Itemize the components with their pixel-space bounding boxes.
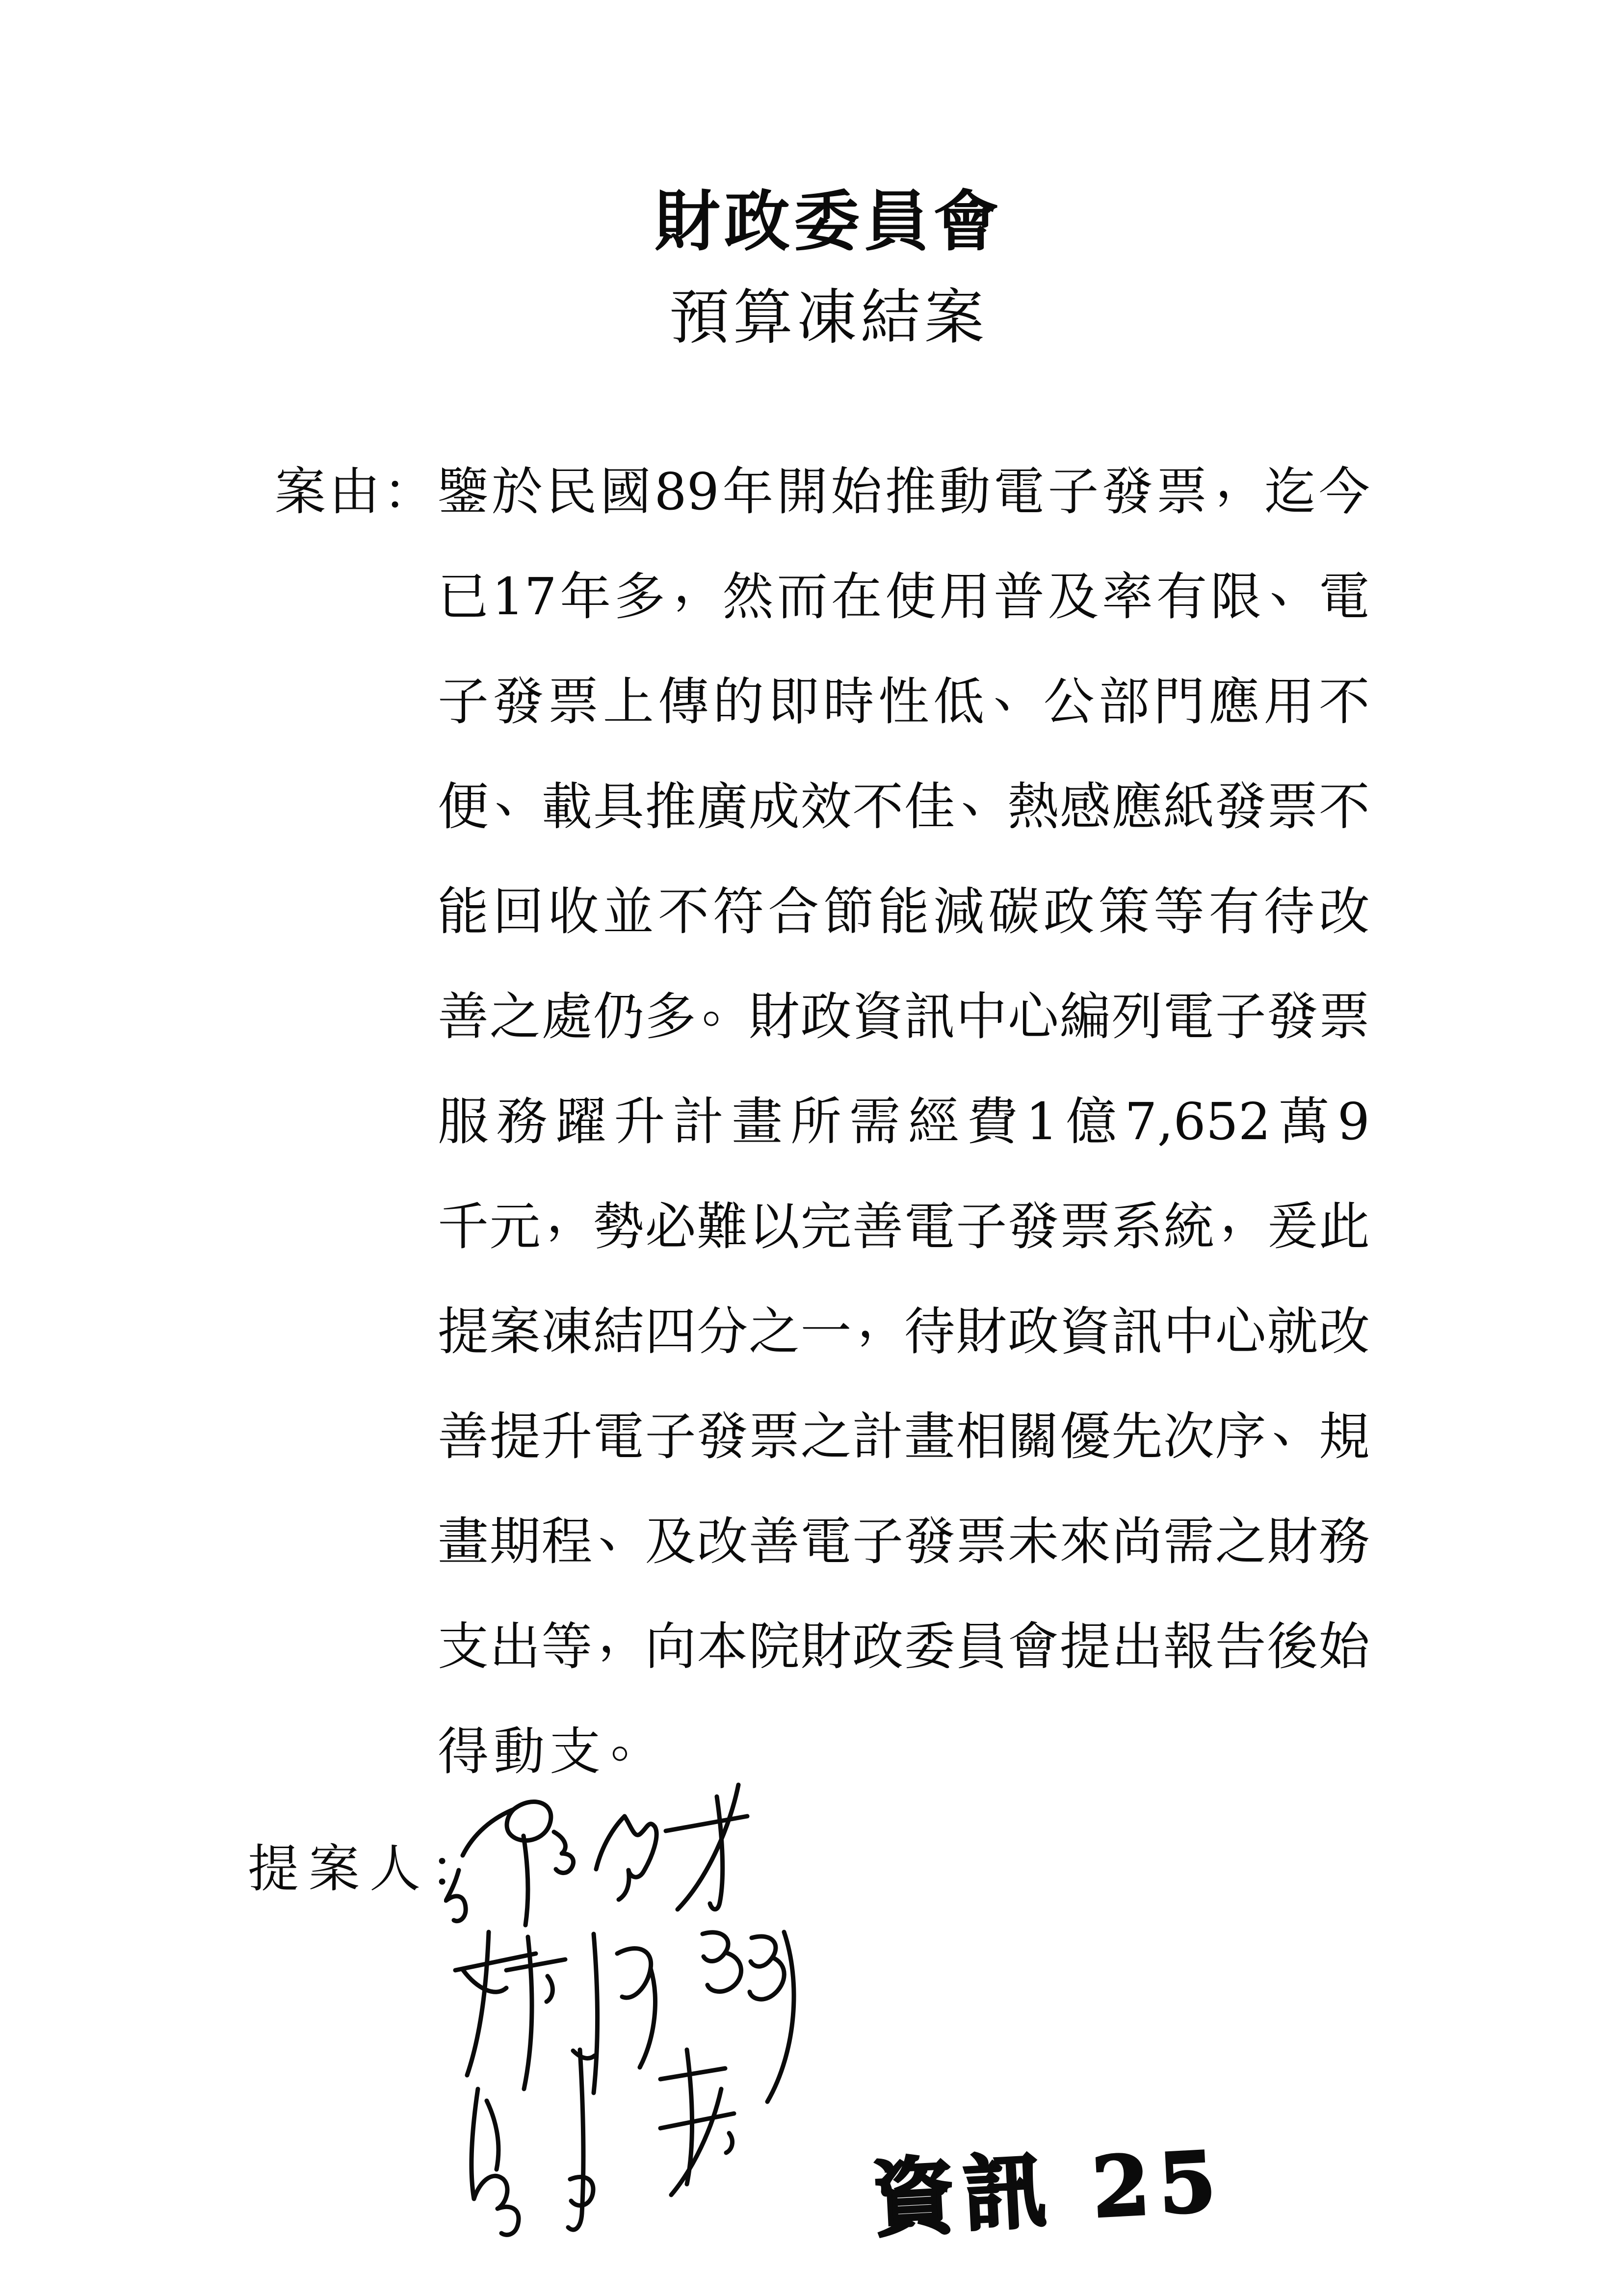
- glyph: 子: [1048, 462, 1099, 522]
- glyph: 門: [1153, 672, 1205, 731]
- glyph: 89: [654, 462, 719, 522]
- glyph: 費: [967, 1092, 1018, 1151]
- glyph: 電: [993, 462, 1045, 522]
- glyph: 不: [1318, 777, 1370, 836]
- glyph: 的: [713, 672, 764, 731]
- glyph: 減: [933, 882, 985, 941]
- glyph: 並: [602, 882, 654, 941]
- glyph: 推: [645, 777, 696, 836]
- glyph: 發: [1101, 462, 1153, 522]
- glyph: 萬: [1278, 1092, 1330, 1151]
- glyph: 統: [1163, 1197, 1214, 1256]
- glyph: 7,652: [1125, 1092, 1271, 1151]
- glyph: 完: [800, 1197, 852, 1256]
- case-line: [438, 1594, 1370, 1699]
- glyph: 編: [1059, 987, 1111, 1046]
- glyph: 結: [593, 1302, 644, 1361]
- glyph: 四: [645, 1302, 696, 1361]
- glyph: 於: [492, 462, 543, 522]
- case-line: [438, 1174, 1370, 1279]
- glyph: 使: [885, 567, 937, 626]
- glyph: 仍: [593, 987, 644, 1046]
- glyph: 委: [904, 1617, 955, 1676]
- glyph: 心: [1008, 987, 1059, 1046]
- glyph: 然: [722, 567, 774, 626]
- glyph: 政: [1008, 1302, 1059, 1361]
- glyph: 後: [1267, 1617, 1318, 1676]
- glyph: 用: [939, 567, 991, 626]
- glyph: ，: [546, 1184, 598, 1244]
- glyph: 善: [438, 987, 489, 1046]
- glyph: 載: [541, 777, 593, 836]
- glyph: 政: [800, 987, 852, 1046]
- glyph: 此: [1318, 1197, 1370, 1256]
- glyph: 尚: [1111, 1512, 1163, 1571]
- glyph: 心: [1215, 1302, 1266, 1361]
- glyph: 善: [852, 1197, 904, 1256]
- glyph: 、: [1272, 1394, 1323, 1454]
- glyph: 子: [438, 672, 489, 731]
- glyph: 院: [748, 1617, 800, 1676]
- glyph: ，: [673, 554, 725, 614]
- glyph: 告: [1215, 1617, 1266, 1676]
- glyph: 策: [1098, 882, 1150, 941]
- glyph: 出: [489, 1617, 541, 1676]
- glyph: 電: [904, 1197, 955, 1256]
- glyph: 發: [904, 1512, 955, 1571]
- glyph: 成: [748, 777, 800, 836]
- glyph: 不: [1318, 672, 1370, 731]
- glyph: 。: [702, 974, 753, 1034]
- glyph: 提: [489, 1407, 541, 1466]
- page-title: 財政委員會: [654, 183, 1003, 260]
- glyph: 公: [1043, 672, 1095, 731]
- glyph: 由: [329, 462, 380, 522]
- glyph: 年: [560, 567, 611, 626]
- glyph: 熱: [1008, 777, 1059, 836]
- glyph: 票: [1156, 462, 1207, 522]
- glyph: 電: [1318, 567, 1370, 626]
- glyph: 支: [550, 1722, 601, 1781]
- glyph: 爰: [1267, 1197, 1318, 1256]
- glyph: 優: [1059, 1407, 1111, 1466]
- glyph: 推: [885, 462, 936, 522]
- glyph: 佳: [904, 777, 955, 836]
- glyph: 票: [1267, 777, 1318, 836]
- glyph: 電: [593, 1407, 644, 1466]
- glyph: 始: [1318, 1617, 1370, 1676]
- glyph: 財: [956, 1302, 1007, 1361]
- glyph: 案: [275, 462, 326, 522]
- glyph: 發: [1215, 777, 1266, 836]
- glyph: 票: [1318, 987, 1370, 1046]
- case-line: [438, 1069, 1370, 1174]
- glyph: 元: [489, 1197, 541, 1256]
- glyph: 能: [878, 882, 929, 941]
- glyph: 需: [849, 1092, 900, 1151]
- case-line: [438, 754, 1370, 859]
- glyph: 、: [1269, 554, 1321, 614]
- glyph: 國: [600, 462, 652, 522]
- glyph: 出: [1111, 1617, 1163, 1676]
- glyph: 子: [645, 1407, 696, 1466]
- glyph: 畫: [904, 1407, 955, 1466]
- glyph: 政: [852, 1617, 904, 1676]
- glyph: 用: [1263, 672, 1315, 731]
- glyph: 提: [1059, 1617, 1111, 1676]
- glyph: 先: [1111, 1407, 1163, 1466]
- glyph: 節: [823, 882, 874, 941]
- glyph: 必: [645, 1197, 696, 1256]
- glyph: 躍: [555, 1092, 606, 1151]
- glyph: 就: [1267, 1302, 1318, 1361]
- glyph: 中: [1163, 1302, 1214, 1361]
- glyph: 動: [939, 462, 991, 522]
- glyph: 資: [852, 987, 904, 1046]
- glyph: 升: [541, 1407, 593, 1466]
- glyph: 發: [1008, 1197, 1059, 1256]
- glyph: 處: [541, 987, 593, 1046]
- glyph: 收: [548, 882, 599, 941]
- glyph: 鑒: [437, 462, 489, 522]
- glyph: 電: [1163, 987, 1214, 1046]
- glyph: 不: [852, 777, 904, 836]
- glyph: 今: [1318, 462, 1370, 522]
- glyph: 效: [800, 777, 852, 836]
- glyph: 1: [1025, 1092, 1058, 1151]
- glyph: 億: [1066, 1092, 1117, 1151]
- glyph: 訊: [1111, 1302, 1163, 1361]
- glyph: 低: [933, 672, 985, 731]
- glyph: 已: [438, 567, 489, 626]
- glyph: 等: [541, 1617, 593, 1676]
- glyph: 系: [1111, 1197, 1163, 1256]
- case-line: [438, 544, 1370, 649]
- glyph: 票: [956, 1512, 1007, 1571]
- glyph: 年: [722, 462, 774, 522]
- glyph: 。: [610, 1709, 662, 1769]
- glyph: 開: [776, 462, 828, 522]
- glyph: 凍: [541, 1302, 593, 1361]
- glyph: 9: [1337, 1092, 1370, 1151]
- glyph: 待: [1263, 882, 1315, 941]
- glyph: 期: [489, 1512, 541, 1571]
- glyph: 符: [713, 882, 764, 941]
- glyph: 應: [1111, 777, 1163, 836]
- glyph: 向: [645, 1617, 696, 1676]
- glyph: 提: [438, 1302, 489, 1361]
- glyph: 以: [748, 1197, 800, 1256]
- glyph: 應: [1208, 672, 1260, 731]
- document-header: [0, 0, 1624, 352]
- glyph: 、: [598, 1499, 650, 1559]
- glyph: 子: [852, 1512, 904, 1571]
- glyph: 子: [956, 1197, 1007, 1256]
- glyph: 有: [1156, 567, 1207, 626]
- case-paragraph: [275, 439, 1370, 1804]
- glyph: 得: [438, 1722, 489, 1781]
- glyph: 善: [438, 1407, 489, 1466]
- glyph: 員: [956, 1617, 1007, 1676]
- glyph: 紙: [1163, 777, 1214, 836]
- case-line: [438, 1384, 1370, 1489]
- glyph: 改: [1318, 882, 1370, 941]
- glyph: 未: [1008, 1512, 1059, 1571]
- glyph: 17: [492, 567, 557, 626]
- glyph: ，: [598, 1604, 650, 1664]
- glyph: ，: [1220, 1184, 1272, 1244]
- glyph: 改: [1318, 1302, 1370, 1361]
- glyph: 服: [438, 1092, 489, 1151]
- glyph: 普: [994, 567, 1045, 626]
- glyph: 即: [768, 672, 819, 731]
- glyph: 性: [878, 672, 929, 731]
- glyph: 財: [748, 987, 800, 1046]
- case-line: [438, 1279, 1370, 1384]
- glyph: 發: [1267, 987, 1318, 1046]
- glyph: 合: [768, 882, 819, 941]
- glyph: 善: [748, 1512, 800, 1571]
- glyph: 及: [1048, 567, 1099, 626]
- glyph: 發: [697, 1407, 748, 1466]
- glyph: 升: [614, 1092, 665, 1151]
- glyph: 資: [1059, 1302, 1111, 1361]
- glyph: 中: [956, 987, 1007, 1046]
- glyph: 支: [438, 1617, 489, 1676]
- glyph: 、: [495, 764, 546, 824]
- proposer-label: 提案人：: [248, 1839, 492, 1899]
- glyph: 經: [908, 1092, 959, 1151]
- glyph: 相: [956, 1407, 1007, 1466]
- glyph: 之: [748, 1302, 800, 1361]
- glyph: 計: [852, 1407, 904, 1466]
- glyph: 時: [823, 672, 874, 731]
- glyph: 序: [1215, 1407, 1266, 1466]
- glyph: 關: [1008, 1407, 1059, 1466]
- glyph: 及: [645, 1512, 696, 1571]
- glyph: 列: [1111, 987, 1163, 1046]
- glyph: 規: [1318, 1407, 1370, 1466]
- glyph: 次: [1163, 1407, 1214, 1466]
- glyph: 多: [614, 567, 665, 626]
- glyph: 始: [831, 462, 882, 522]
- glyph: 廣: [697, 777, 748, 836]
- glyph: 一: [800, 1302, 852, 1361]
- glyph: 案: [489, 1302, 541, 1361]
- glyph: 需: [1163, 1512, 1214, 1571]
- glyph: 發: [493, 672, 544, 731]
- glyph: 政: [1043, 882, 1095, 941]
- glyph: 、: [993, 659, 1045, 719]
- glyph: 有: [1208, 882, 1260, 941]
- glyph: 限: [1210, 567, 1261, 626]
- glyph: ，: [1215, 449, 1267, 509]
- glyph: 勢: [593, 1197, 644, 1256]
- glyph: 子: [1215, 987, 1266, 1046]
- glyph: 能: [438, 882, 489, 941]
- glyph: 財: [800, 1617, 852, 1676]
- glyph: 分: [697, 1302, 748, 1361]
- glyph: 程: [541, 1512, 593, 1571]
- page-subtitle: 預算凍結案: [669, 283, 988, 352]
- glyph: 等: [1153, 882, 1205, 941]
- glyph: 票: [1059, 1197, 1111, 1256]
- handwritten-note: 資訊 25: [870, 2132, 1227, 2248]
- glyph: 而: [777, 567, 828, 626]
- glyph: 迄: [1264, 462, 1316, 522]
- glyph: 動: [494, 1722, 545, 1781]
- glyph: 感: [1059, 777, 1111, 836]
- glyph: 回: [493, 882, 544, 941]
- glyph: 本: [697, 1617, 748, 1676]
- glyph: 率: [1101, 567, 1153, 626]
- glyph: 務: [1318, 1512, 1370, 1571]
- glyph: 多: [645, 987, 696, 1046]
- glyph: 報: [1163, 1617, 1214, 1676]
- glyph: 票: [748, 1407, 800, 1466]
- glyph: 務: [496, 1092, 548, 1151]
- case-line: [275, 439, 1370, 544]
- glyph: 傳: [657, 672, 709, 731]
- case-line: [438, 1489, 1370, 1594]
- glyph: 畫: [438, 1512, 489, 1571]
- glyph: 難: [697, 1197, 748, 1256]
- glyph: 訊: [904, 987, 955, 1046]
- glyph: 民: [546, 462, 597, 522]
- glyph: 來: [1059, 1512, 1111, 1571]
- glyph: 之: [800, 1407, 852, 1466]
- glyph: 、: [961, 764, 1012, 824]
- glyph: 之: [1215, 1512, 1266, 1571]
- case-line: [438, 964, 1370, 1069]
- glyph: 票: [548, 672, 599, 731]
- glyph: 上: [602, 672, 654, 731]
- glyph: 計: [673, 1092, 724, 1151]
- glyph: 待: [904, 1302, 955, 1361]
- glyph: 改: [697, 1512, 748, 1571]
- glyph: 之: [489, 987, 541, 1046]
- signature-1: [444, 1781, 758, 1928]
- glyph: 部: [1098, 672, 1150, 731]
- glyph: 在: [831, 567, 882, 626]
- glyph: ：: [383, 462, 435, 522]
- glyph: 不: [657, 882, 709, 941]
- glyph: 財: [1267, 1512, 1318, 1571]
- glyph: 碳: [988, 882, 1040, 941]
- glyph: 會: [1008, 1617, 1059, 1676]
- glyph: 具: [593, 777, 644, 836]
- case-line: [438, 649, 1370, 754]
- glyph: 電: [800, 1512, 852, 1571]
- glyph: 畫: [732, 1092, 783, 1151]
- glyph: 便: [438, 777, 489, 836]
- glyph: ，: [857, 1289, 909, 1349]
- signature-3: [456, 2031, 751, 2267]
- case-line: [438, 859, 1370, 964]
- glyph: 所: [790, 1092, 842, 1151]
- glyph: 千: [438, 1197, 489, 1256]
